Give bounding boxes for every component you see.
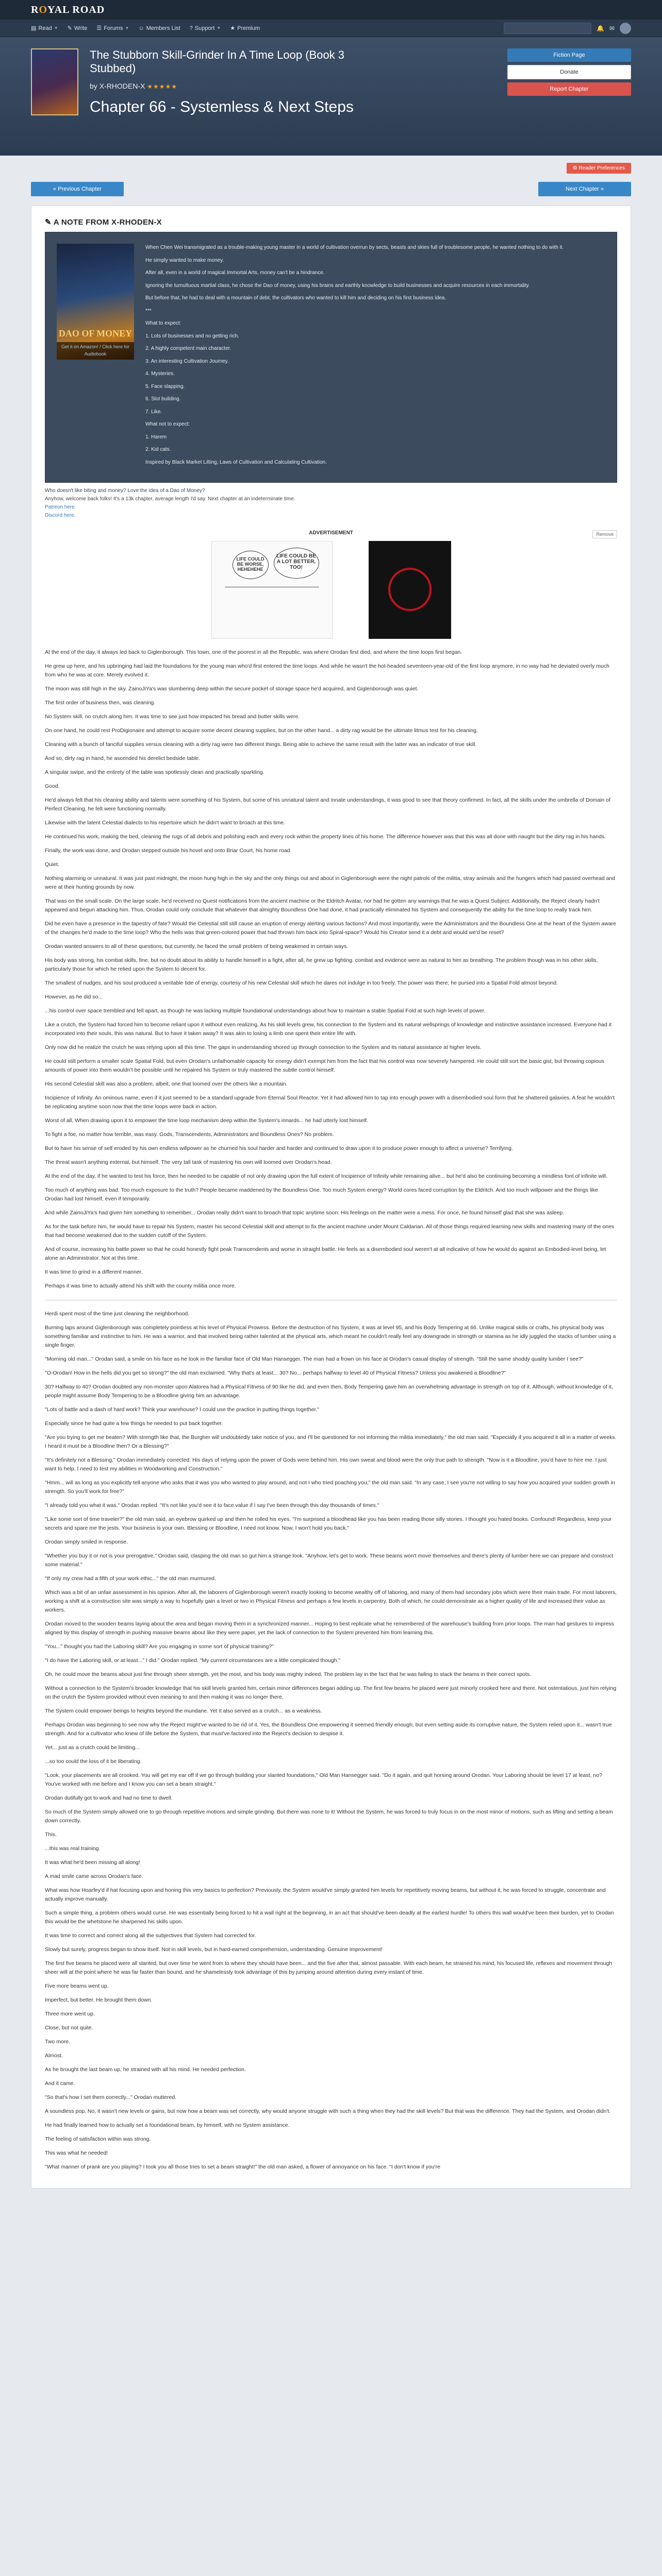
chapter-paragraph: As he brought the last beam up, he strained with all his mind. He needed perfection.: [45, 2066, 246, 2073]
after-note-line2: Anyhow, welcome back folks! It's a 13k chapter, average length I'd say. Next chapter at an indeterminate time.: [45, 496, 295, 502]
pen-icon: ✎: [67, 25, 72, 31]
chapter-paragraph: To fight a foe, no matter how terrible, was easy. Gods, Transcendents, Administrators and Boundless Ones? No problem.: [45, 1131, 334, 1138]
help-icon: ?: [189, 25, 193, 31]
nav-premium[interactable]: [230, 25, 260, 31]
chapter-paragraph: "Whether you buy it or not is your prerogative," Orodan said, clasping the old man so gut him a strange look. "Anyhow, let's get to work. These beams won't move themselves and there's plenty of lumber here we can prepare and construct some material.": [45, 1553, 614, 1568]
chapter-paragraph: Perhaps it was time to actually attend his shift with the county militia once more.: [45, 1283, 236, 1289]
chevron-left-icon: «: [53, 186, 58, 192]
author-note-paragraph: Ignoring the tumultuous martial class, he chose the Dao of money, using his brains and earthly knowledge to build businesses and acquire resources in each immortality.: [145, 282, 530, 289]
reader-preferences-label: Reader Preferences: [578, 165, 625, 171]
author-note-paragraph: 7. Like.: [145, 409, 162, 415]
chapter-paragraph: No System skill, no crutch along him. It was time to see just how impacted his bread and butter skills were.: [45, 714, 300, 720]
nav-members-label: Members List: [146, 25, 180, 31]
author-link[interactable]: X-RHODEN-X: [99, 81, 145, 90]
chapter-paragraph: 30? Halfway to 40? Orodan doubted any non-monster upon Alatorea had a Physical Fitness of 90 like he did, and even then, Body Tempering gave him an overwhelming advantage in strength on top of it. Although, without knowledge of it, people might assume Body Tempering to be a Bloodline giving him an advantage.: [45, 1384, 613, 1399]
fiction-actions: [507, 48, 631, 144]
rating-stars: ★★★★★: [147, 82, 178, 90]
chapter-paragraph: Which was a bit of an unfair assessment in his opinion. After all, the laborers of Giglenborough weren't exactly looking to become wealthy off of laboring, and many of them had secondary jobs which were their main trade. For most laborers, working a shift at a construction site was simply a way to hopefully gain a level or two in Physical Fitness and perhaps a few levels in carpentry. Both of which, he could demonstrate as a higher quality of life and increased their value as workers.: [45, 1589, 617, 1613]
users-icon: ☺: [138, 25, 144, 31]
nav-forums[interactable]: [96, 25, 129, 31]
nav-write[interactable]: [68, 25, 88, 31]
chapter-paragraph: "Hmm... will as long as you explicitly tell anyone who asks that it was you who wanted to play around, and not I who tried poaching you," the old man said. "In any case, I see you're not willing to say how you acquired your sudden growth in strength. So you'll work for free?": [45, 1480, 615, 1495]
patreon-link[interactable]: Patreon here.: [45, 504, 76, 510]
chapter-paragraph: "If only my crew had a fifth of your work ethic..." the old man murmured.: [45, 1575, 216, 1582]
chapter-paragraph: Such a simple thing, a problem others would curse. He was essentially being forced to hit a wall right at the beginning, in an act that should've been deadly at the earliest hurdle! To others this wall would've been their burden, yet to Orodan this would be the whetstone he sharpened his skills upon.: [45, 1910, 614, 1925]
author-note-heading: [45, 217, 617, 227]
donate-button[interactable]: Donate: [507, 65, 631, 79]
chapter-paragraph: Incipience of Infinity. An ominous name, even if it just seemed to be a standard upgrade from Eternal Soul Reactor. Yet it had allowed him to tap into enough power with a disembodied soul form that he shattered galaxies. A feat he wouldn't be replicating anytime soon now that the time loops were back in action.: [45, 1095, 615, 1110]
chapter-paragraph: Yet... just as a crutch could be limiting...: [45, 1744, 140, 1751]
author-note-heading-text: A NOTE FROM X-RHODEN-X: [53, 218, 162, 227]
promo-cover-image[interactable]: [57, 244, 134, 360]
chapter-paragraph: It was time to grind in a different manner.: [45, 1269, 143, 1275]
fiction-cover[interactable]: [31, 48, 78, 115]
reader-preferences-button[interactable]: [567, 163, 631, 174]
chapter-paragraph: Only now did he realize the crutch he was relying upon all this time. The gaps in understanding shored up through connection to the System and its natural assistance at higher levels.: [45, 1044, 482, 1050]
chapter-paragraph: Good.: [45, 783, 60, 789]
chevron-right-icon: »: [599, 186, 604, 192]
author-note-paragraph: Inspired by Black Market Lilting, Laws of Cultivation and Calculating Cultivation.: [145, 459, 327, 465]
chapter-paragraph: A singular swipe, and the entirety of the table was spotlessly clean and practically sparkling.: [45, 769, 264, 775]
chapter-paragraph: He grew up here, and his upbringing had laid the foundations for the young man who'd first entered the time loops. And while he wasn't the hot-headed seventeen-year-old of the first loop anymore, in no way had he deviated overly much from who he was at core. Merely evolved it.: [45, 663, 609, 678]
fiction-page-button[interactable]: Fiction Page: [507, 48, 631, 62]
chapter-paragraph: Like a crutch, the System had forced him to become reliant upon it without even realizing. As his skill levels grew, his connection to the System and its natural wellsprings of knowledge and instinctive assistance increased. Everyone had it incorporated into their souls, this was natural. But to have it taken away? It was akin to losing a limb one spent their entire life with.: [45, 1022, 611, 1037]
chapter-paragraph: Close, but not quite.: [45, 2025, 93, 2031]
chapter-paragraph: A mad smile came across Orodan's face.: [45, 1873, 143, 1879]
chapter-paragraph: That was on the small scale. On the large scale, he'd received no Quest notifications from the ancient machine or the Eldritch Avatar, nor had he gotten any warnings that he was a Quest Subject. Additionally, the Reject clearly hadn't appeared and begun attacking him. Thus, Orodan could only conclude that whatever that almighty Boundless One had done, it had practically eliminated his System and consequently the ability for the time loop to really track him.: [45, 898, 600, 913]
chapter-paragraph: Especially since he had quite a few things he needed to put back together.: [45, 1420, 223, 1427]
chapter-content-part-2: [45, 1310, 617, 2172]
logo-letter-o: O: [39, 4, 48, 15]
chapter-paragraph: But to have his sense of self eroded by his own endless willpower as he churned his soul harder and harder and continued to draw upon it to produce power enough to affect a universe? Terrifying.: [45, 1145, 513, 1151]
logo-letter-r: R: [31, 4, 39, 15]
author-note-paragraph: 5. Face slapping.: [145, 383, 185, 389]
chapter-paragraph: And it came.: [45, 2080, 75, 2087]
previous-chapter-button[interactable]: [31, 182, 124, 196]
author-note-paragraph: 3. An interesting Cultivation Journey.: [145, 358, 229, 364]
chapter-paragraph: A soundless pop. No, it wasn't new levels or gains, but now how a beam was set correctly, why would anyone struggle with such a thing when they had the skill levels? But that was the difference. They had the System, and Orodan didn't.: [45, 2108, 611, 2114]
main-nav: [0, 20, 662, 37]
nav-support[interactable]: [190, 25, 221, 31]
avatar[interactable]: [620, 23, 631, 34]
next-chapter-label: Next Chapter: [566, 186, 599, 192]
remove-ad-button[interactable]: Remove: [592, 530, 617, 538]
fiction-header: [0, 37, 662, 156]
chapter-paragraph: At the end of the day, it always led back to Giglenborough. This town, one of the poorest in all the Republic, was where Orodan first died, and where the time loops first began.: [45, 649, 462, 655]
nav-forums-label: Forums: [104, 25, 123, 31]
chapter-paragraph: Likewise with the latent Celestial dialects to his repertoire which he didn't want to broach at this time.: [45, 820, 285, 826]
author-note-text: [145, 244, 564, 471]
author-note-paragraph: 6. Slot building.: [145, 396, 181, 402]
chevron-down-icon: ▼: [125, 26, 129, 30]
chapter-paragraph: And so, dirty rag in hand, he ascended his derelict bedside table.: [45, 755, 201, 761]
author-prefix: by: [90, 81, 97, 90]
chapter-paragraph: As for the task before him, he would have to repair his System, master his second Celestial skill and attempt to fix the ancient machine under Mount Caldarian. All of those things required learning new skills and mastering many of the ones that had become weakened due to the sudden cutoff of the System.: [45, 1224, 615, 1239]
chapter-paragraph: "Morning old man..." Orodan said, a smile on his face as he took in the familiar face of Old Man Hansegger. The man had a frown on his face at Orodan's casual display of strength. "Still the same shoddy quality lumber I see?": [45, 1356, 584, 1362]
chapter-paragraph: "Like some sort of time traveler?" the old man said, an eyebrow quirked up and then he rolled his eyes. "I'm surprised a bloodhead like you has been reading those silly stories. I thought you hated books. Confound! Regardless, keep your secrets and spare me the jests. Your business is your own. Blessing or Bloodline, I need not know. Now, I won't hold you back.": [45, 1516, 611, 1531]
chapter-paragraph: Imperfect, but better. He brought them down.: [45, 1997, 153, 2003]
discord-link[interactable]: Discord here.: [45, 513, 76, 518]
ads: [45, 541, 617, 639]
author-note-paragraph: When Chen Wei transmigrated as a trouble-making young master in a world of cultivation overrun by sects, beasts and skies full of troublesome people, he wanted nothing to do with it.: [145, 245, 564, 250]
chapter-paragraph: "Lots of battle and a dash of hard work? Think your warehouse? I could use the practice in putting things together.": [45, 1406, 320, 1413]
chapter-paragraph: He'd always felt that his cleaning ability and talents were something of his System, but some of his unnatural talent and innate understandings, it was good to see that theory confirmed. In fact, all the skills under the umbrella of Domain of Perfect Cleaning, he felt were functioning normally.: [45, 797, 610, 812]
chapter-paragraph: ...so too could the loss of it be liberating.: [45, 1758, 142, 1765]
author-note-paragraph: 4. Mysteries.: [145, 371, 175, 377]
author-note-paragraph: ***: [145, 308, 152, 314]
chapter-paragraph: Orodan moved to the wooden beams laying about the area and began moving them in a synchronized manner... Hoping to best replicate what he remembered of the warehouse's building from prior loops. The man had gestures to impress aligned by this display of strength in pushing massive beams about like they were paper, yet the lack of connection to the System prevented him from learning this.: [45, 1621, 614, 1636]
chapter-paragraph: What was how Hoarfey'd if hat focusing upon and honing this very basics to perfection? Previously, the System would've simply granted him levels for repetitively moving beams, but without it, he was forced to struggle, concentrate and actually improve manually.: [45, 1887, 606, 1902]
promo-cover-title: DAO OF MONEY: [58, 328, 133, 339]
chapter-paragraph: He continued his work, making the bed, cleaning the rugs of all debris and polishing each and every rock within the property lines of his home. The difference however was that this was all done with naught but the dirty rag in his hands.: [45, 834, 606, 840]
chapter-paragraph: "O-Orodan! How in the hells did you get so strong?" the old man exclaimed. "Why that's at least... 30? No... perhaps halfway to level 40 of Physical Fitness? Unless you awakened a Bloodline?": [45, 1370, 506, 1376]
chapter-title: Chapter 66 - Systemless & Next Steps: [90, 98, 354, 115]
chapter-paragraph: Worst of all, When drawing upon it to empower the time loop mechanism deep within the System's innards... he had utterly lost himself.: [45, 1117, 368, 1124]
chapter-paragraph: Nothing alarming or unnatural. It was just past midnight, the moon hung high in the sky and the only things out and about in Giglenborough were the night patrols of the militia, stray animals and the hungers which had passed overhead and were at their hunting grounds by now.: [45, 875, 616, 890]
chapter-paragraph: Did he even have a presence in the tapestry of fate? Would the Celestial still still cause an eruption of energy alerting various factions? And most importantly, were the Administrators and the Boundless One at the heart of the System aware of the changes he'd made to the time loop? Who the hells was that green-colored power that had thrown him back into Spiral-space? Would his Creator send it a debt and would we'd be reset?: [45, 921, 616, 936]
report-chapter-button[interactable]: Report Chapter: [507, 82, 631, 96]
chapter-paragraph: The feeling of satisfaction within was strong.: [45, 2136, 151, 2142]
chapter-paragraph: Orodan dutifully got to work and had no time to dwell.: [45, 1795, 173, 1801]
chapter-paragraph: At the end of the day, if he wanted to test his force, then he needed to be capable of not only drawing upon the full extent of Incipience of Infinity while remaining alive... but he'd also be continuing becoming a mindless font of infinite will.: [45, 1173, 607, 1179]
chapter-paragraph: He could still perform a smaller scale Spatial Fold, but even Orodan's unfathomable capacity for energy didn't exempt him from the fact that his control was now severely hampered. He could still sort the basic gist, but throwing copious amounts of power into them wouldn't be possible until he repaired his System or truly mastered the subtle control himself.: [45, 1058, 604, 1073]
chapter-paragraph: "Look, your placements are all crooked. You will get my ear off if we go through building your slanted foundations," Old Man Hansegger said. "Do it again, and quit horsing around Orodan. Your Laboring should be level 17 at least, no? You've worked with me before and I know you can set a beam straight.": [45, 1772, 602, 1787]
chapter-paragraph: However, as he did so...: [45, 994, 103, 1000]
chapter-paragraph: The first five beams he placed were all slanted, but over time he went from to where they should have been... and the five after that, almost passable. With each beam, he strained his mind, his focused life, reflexes and movement through sheer will at the point where he was far faster than bound, and he shamelessly took advantage of this by jumping around attention during every instant of time.: [45, 1960, 613, 1975]
star-icon: ★: [230, 25, 236, 31]
chapter-paragraph: The first order of business then, was cleaning.: [45, 700, 156, 706]
chapter-paragraph: Finally, the work was done, and Orodan stepped outside his hovel and onto Briar Court, his home road.: [45, 848, 292, 854]
fiction-author-line: [90, 82, 496, 90]
fiction-info: [90, 48, 496, 144]
previous-chapter-label: Previous Chapter: [58, 186, 102, 192]
chevron-down-icon: ▼: [54, 26, 58, 30]
promo-cover-caption[interactable]: Get it on Amazon! / Click here for Audiobook: [57, 342, 134, 360]
chapter-paragraph: Oh, he could move the beams about just fine through sheer strength, yet the most, and his body was mighty indeed. The problem lay in the fact that he was failing to stack the beams in their correct spots.: [45, 1671, 531, 1677]
nav-right: [504, 23, 631, 34]
chapter-paragraph: It was time to correct and correct along all the subjectives that System had corrected for.: [45, 1933, 256, 1939]
chapter-paragraph: "I do have the Laboring skill, or at least..." I did." Orodan replied. "My current circumstances are a little complicated though.": [45, 1657, 341, 1664]
chapter-paragraph: Slowly but surely, progress began to show itself. Not in skill levels, but in hard-earned comprehension, understanding. Genuine improvement!: [45, 1946, 383, 1953]
chapter-paragraph: Orodan simply smiled in response.: [45, 1539, 128, 1545]
author-note-paragraph: What to expect:: [145, 320, 181, 326]
chapter-paragraph: Five more beams went up.: [45, 1983, 109, 1989]
chapter-paragraph: "You..." thought you had the Laboring skill? Are you engaging in some sort of physical training?": [45, 1643, 274, 1650]
chapter-paragraph: Almost.: [45, 2053, 63, 2059]
author-note-paragraph: 1. Harem: [145, 434, 167, 440]
nav-read[interactable]: [31, 25, 58, 31]
chapter-paragraph: ...this was real training.: [45, 1845, 101, 1852]
after-note-line1: Who doesn't like biting and money? Love the idea of a Dao of Money?: [45, 488, 205, 494]
chapter-paragraph: He had finally learned how to actually set a foundational beam, by himself, with no System assistance.: [45, 2122, 290, 2128]
nav-members[interactable]: [138, 25, 180, 31]
bell-icon[interactable]: 🔔: [596, 24, 604, 32]
ad-dark-image[interactable]: [369, 541, 451, 639]
ad-label: ADVERTISEMENT: [309, 530, 353, 536]
chapter-paragraph: Two more.: [45, 2039, 71, 2045]
author-note-paragraph: 1. Lots of businesses and no getting rich.: [145, 333, 239, 339]
chapter-paragraph: ...his control over space trembled and fell apart, as though he was lacking multiple foundational understandings about how to maintain a stable Spatial Fold at such high levels of power.: [45, 1008, 486, 1014]
chapter-paragraph: "What manner of prank are you playing? I took you all those tries to set a beam straight!" the old man asked, a flower of annoyance on his face. "I don't know if you're: [45, 2164, 440, 2170]
ad-bubble-2: LIFE COULD BE A LOT BETTER, TOO!: [274, 548, 319, 579]
mail-icon[interactable]: ✉: [609, 24, 615, 32]
main-container: [31, 156, 631, 2189]
chapter-paragraph: The moon was still high in the sky. ZainoJiYa's was slumbering deep within the secure pocket of storage space he'd acquired, and Giglenborough was quiet.: [45, 686, 419, 692]
chapter-paragraph: On one hand, he could rest ProDigionaire and attempt to acquire some decent cleaning supplies, but on the other hand... a dirty rag would be the ultimate litmus test for his cleaning.: [45, 727, 478, 734]
site-topbar: [0, 0, 662, 20]
chevron-down-icon: ▼: [217, 26, 221, 30]
chapter-paragraph: Burning laps around Giglenborough was completely pointless at his level of Physical Prowess. Before the destruction of his System, it was at level 95, and his Body Tempering at 66. Unlike magical skills or crafts, his physical body was something familiar and instinctive to him. He was a warrior, and that involved being rather talented at the physical arts, which meant he couldn't really feel any downgrade in strength or stamina as he idly juggled the stacks of lumber using a single finger.: [45, 1325, 616, 1348]
author-note-paragraph: 2. A highly competent main character.: [145, 346, 231, 351]
author-note-paragraph: 2. Kid cats.: [145, 447, 171, 452]
chapter-paragraph: Too much of anything was bad. Too much exposure to the truth? People became maddened by the Boundless One. Too much System energy? World cores faced corruption by the Eldritch. And too much willpower and the things like Orodan had lost himself, even if temporarily.: [45, 1187, 598, 1202]
forum-icon: ☰: [96, 25, 102, 31]
chapter-paragraph: "Are you trying to get me beaten? With strength like that, the Burgher will undoubtedly take notice of you, and I'll be questioned for not informing the militia immediately," the old man said. "Especially if you acquired it all in a matter of weeks. I heard it must be a Bloodline then? Or a Blessing?": [45, 1434, 617, 1449]
ad-bubble-1: LIFE COULD BE WORSE, HEHEHEHE: [233, 551, 269, 579]
chapter-card: [31, 206, 631, 2189]
chapter-paragraph: Cleaning with a bunch of fanciful supplies versus cleaning with a dirty rag were two different things. Being able to achieve the same result with the latter was an indicator of true skill.: [45, 741, 477, 748]
author-note-paragraph: What not to expect:: [145, 421, 190, 427]
chapter-paragraph: Perhaps Orodan was beginning to see now why the Reject might've wanted to be rid of it. Yes, the Boundless One empowering it seemed friendly enough, but even setting aside its corruptive nature, the System relied upon it... wasn't true strength. And for a cultivator who knew of life before the System, that must've factored into the Reject's decision to despise it.: [45, 1722, 612, 1737]
chapter-paragraph: The System could empower beings to heights beyond the mundane. Yet it also served as a crutch... as a weakness.: [45, 1708, 322, 1714]
chapter-paragraph: Orodan wanted answers to all of these questions, but currently, he faced the small problem of being weakened in certain ways.: [45, 943, 349, 950]
ad-red-ring: [388, 568, 432, 611]
next-chapter-button[interactable]: [538, 182, 631, 196]
chapter-paragraph: This was what he needed!: [45, 2150, 108, 2156]
ad-row: [45, 530, 617, 536]
chapter-paragraph: The smallest of nudges, and his soul produced a veritable tide of energy, courtesy of his new Celestial skill which he dares not indulge in too freely. The power was there; he pursed into a Spatial Fold almost beyond.: [45, 980, 558, 986]
nav-support-label: Support: [194, 25, 215, 31]
author-note-box: [45, 232, 617, 483]
chapter-paragraph: Herdi spent most of the time just cleaning the neighborhood.: [45, 1311, 190, 1317]
author-note-paragraph: He simply wanted to make money.: [145, 257, 224, 263]
chapter-paragraph: His second Celestial skill was also a problem, albeit, one that loomed over the others like a mountain.: [45, 1081, 288, 1087]
chapter-nav-top: [31, 182, 631, 196]
chapter-paragraph: So much of the System simply allowed one to go through repetitive motions and simple grinding. But there was none to it! Without the System, he was forced to truly focus in on the most minor of motions, such as lifting and setting a beam down correctly.: [45, 1809, 613, 1824]
after-note: [45, 487, 617, 520]
ad-desk: [225, 587, 319, 623]
site-logo[interactable]: [31, 4, 105, 16]
book-icon: ▤: [31, 25, 37, 31]
nav-premium-label: Premium: [237, 25, 260, 31]
chapter-paragraph: And while ZainoJiYa's had given him something to remember... Orodan really didn't want to broach that topic anytime soon. His feelings on the matter were a mess. For once, he found himself glad that she was asleep.: [45, 1210, 565, 1216]
ad-comic-image[interactable]: [211, 541, 333, 639]
chapter-paragraph: His body was strong, his combat skills, fine, but no doubt about its ability to handle himself in a fight, after all, he grew up fighting. combat and evidence were as natural to him as breathing. The problem though was in his other skills, particularly those for which he relied upon the System to decent for.: [45, 957, 598, 972]
nav-write-label: Write: [74, 25, 88, 31]
chapter-paragraph: "I already told you what it was," Orodan replied. "It's not like you'd see it to face value if I say I've been through this day thousands of times.": [45, 1502, 379, 1509]
chapter-paragraph: This.: [45, 1832, 57, 1838]
chapter-paragraph: The threat wasn't anything external, but himself. The very tall task of mastering his own will loomed over Orodan's head.: [45, 1159, 332, 1165]
author-note-paragraph: After all, even in a world of magical Immortal Arts, money can't be a hindrance.: [145, 270, 325, 276]
chapter-paragraph: Without a connection to the System's broader knowledge that his skill levels granted him, certain minor differences began adding up. The first few beams he placed were just minorly crooked here and there. Not ostentatious, just him relying on the crutch the System provided without even meaning to and then making it was no longer there.: [45, 1685, 617, 1700]
pen-icon: ✎: [45, 218, 54, 227]
search-input[interactable]: [504, 23, 591, 34]
chapter-paragraph: "So that's how I set them correctly..." Orodan muttered.: [45, 2094, 176, 2100]
author-note-paragraph: But before that, he had to deal with a mountain of debt, the cultivators who wanted to kill him and deciding on his first business idea.: [145, 295, 446, 301]
chapter-paragraph: And of course, increasing his battle power so that he could honestly fight peak Transcendents and worse in straight battle. He feels as a disembodied soul weren't at all indicative of how he would do against an Embodied-level being, let alone an Administrator. Not at this time.: [45, 1246, 606, 1261]
chapter-paragraph: "It's definitely not a Blessing," Orodan immediately corrected. His days of relying upon the power of Gods were behind him. His own sweat and blood were the only true path to strength. "Now is it a Bloodline, you'd have to hire me. I just want to help. I need to test my abilities in Woodworking and Construction.": [45, 1457, 607, 1472]
chapter-paragraph: It was what he'd been missing all along!: [45, 1859, 140, 1866]
fiction-title[interactable]: The Stubborn Skill-Grinder In A Time Loop (Book 3 Stubbed): [90, 48, 345, 75]
chapter-paragraph: Three more went up.: [45, 2011, 95, 2017]
gear-icon: ⚙: [572, 165, 579, 171]
chapter-paragraph: Quiet.: [45, 861, 60, 868]
logo-text: YAL ROAD: [47, 4, 105, 15]
prefs-row: [31, 156, 631, 182]
nav-read-label: Read: [38, 25, 52, 31]
chapter-content: [45, 648, 617, 1291]
